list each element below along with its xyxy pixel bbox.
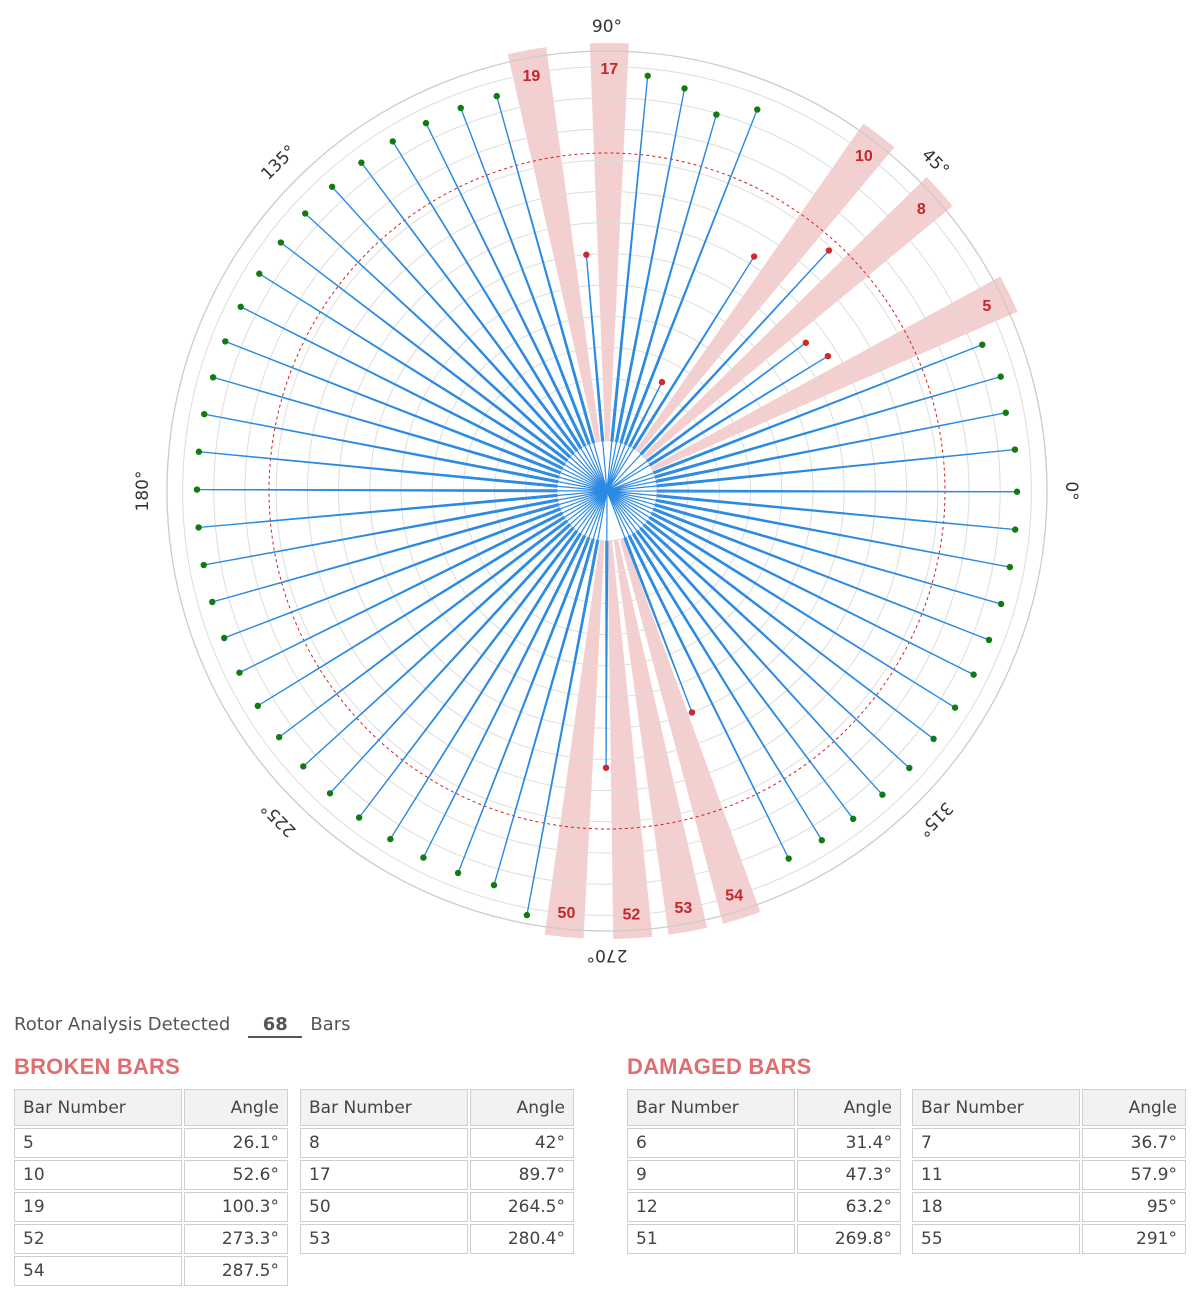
healthy-bar-16-marker <box>256 271 262 277</box>
healthy-bar-42-marker <box>906 765 912 771</box>
healthy-bar-18-marker <box>222 338 228 344</box>
healthy-bar-49-marker <box>1012 526 1018 532</box>
angle-cell: 42° <box>470 1128 574 1158</box>
healthy-bar-32-marker <box>356 814 362 820</box>
healthy-bar-33-marker <box>387 836 393 842</box>
damaged-bars-table-right <box>910 1087 1188 1256</box>
healthy-bar-34-marker <box>420 854 426 860</box>
healthy-bar-48-marker <box>1007 564 1013 570</box>
bar-number-cell: 8 <box>300 1128 468 1158</box>
bar-number-cell: 17 <box>300 1160 468 1190</box>
healthy-bar-16-wedge <box>259 274 565 466</box>
angle-cell: 264.5° <box>470 1192 574 1222</box>
broken-sector-17 <box>590 43 629 446</box>
angle-cell: 273.3° <box>184 1224 288 1254</box>
column-header-bar-number: Bar Number <box>14 1089 182 1126</box>
angle-label-135: 135° <box>257 141 301 185</box>
angle-cell: 36.7° <box>1082 1128 1186 1158</box>
broken-sector-label-5: 5 <box>982 297 992 315</box>
broken-sector-label-10: 10 <box>855 147 873 165</box>
table-row <box>14 1128 288 1158</box>
damaged-bar-11-marker <box>751 253 757 259</box>
angle-label-90: 90° <box>591 17 623 37</box>
healthy-bar-5-marker <box>713 111 719 117</box>
broken-sector-label-8: 8 <box>916 200 926 218</box>
angle-cell: 287.5° <box>184 1256 288 1286</box>
table-row <box>300 1128 574 1158</box>
damaged-bar-7-marker <box>803 340 809 346</box>
healthy-bar-19-marker <box>210 374 216 380</box>
healthy-bar-28-marker <box>255 703 261 709</box>
table-header-row <box>14 1089 288 1126</box>
healthy-bar-37-marker <box>524 912 530 918</box>
healthy-bar-0-wedge <box>657 450 1015 487</box>
angle-cell: 26.1° <box>184 1128 288 1158</box>
broken-sector-label-53: 53 <box>674 900 693 918</box>
summary-suffix: Bars <box>310 1014 351 1035</box>
bar-number-cell: 54 <box>14 1256 182 1286</box>
healthy-bar-26-marker <box>221 635 227 641</box>
healthy-bar-38-marker <box>785 855 791 861</box>
bar-number-cell: 12 <box>627 1192 795 1222</box>
healthy-bar-7-marker <box>645 73 651 79</box>
healthy-bar-43-marker <box>930 736 936 742</box>
angle-cell: 89.7° <box>470 1160 574 1190</box>
healthy-bar-11-marker <box>390 138 396 144</box>
healthy-bar-12-marker <box>358 160 364 166</box>
broken-bars-title: BROKEN BARS <box>14 1054 180 1079</box>
healthy-bar-50-marker <box>1014 489 1020 495</box>
damaged-bars-table-left <box>625 1087 903 1256</box>
table-row <box>912 1160 1186 1190</box>
table-header-row <box>300 1089 574 1126</box>
healthy-bar-21-wedge <box>199 452 557 488</box>
healthy-bar-40-marker <box>850 816 856 822</box>
damaged-bar-51-marker <box>603 765 609 771</box>
bar-number-cell: 51 <box>627 1224 795 1254</box>
bar-number-cell: 50 <box>300 1192 468 1222</box>
healthy-bar-44-marker <box>952 704 958 710</box>
healthy-bar-0-marker <box>1012 446 1018 452</box>
healthy-bar-24-marker <box>201 562 207 568</box>
bar-number-cell: 7 <box>912 1128 1080 1158</box>
healthy-bar-2-marker <box>998 373 1004 379</box>
column-header-angle: Angle <box>470 1089 574 1126</box>
table-row <box>300 1192 574 1222</box>
bar-number-cell: 11 <box>912 1160 1080 1190</box>
healthy-bar-8-marker <box>494 93 500 99</box>
angle-cell: 63.2° <box>797 1192 901 1222</box>
healthy-bar-36-marker <box>491 882 497 888</box>
table-header-row <box>627 1089 901 1126</box>
healthy-bar-33-wedge <box>390 533 581 839</box>
angle-cell: 57.9° <box>1082 1160 1186 1190</box>
angle-cell: 95° <box>1082 1192 1186 1222</box>
column-header-angle: Angle <box>797 1089 901 1126</box>
bar-number-cell: 53 <box>300 1224 468 1254</box>
table-row <box>14 1160 288 1190</box>
bar-number-cell: 18 <box>912 1192 1080 1222</box>
table-row <box>14 1224 288 1254</box>
healthy-bar-10-marker <box>423 120 429 126</box>
healthy-bar-20-marker <box>201 411 207 417</box>
healthy-bar-1-marker <box>1003 410 1009 416</box>
table-row <box>912 1192 1186 1222</box>
broken-sector-label-50: 50 <box>557 905 576 923</box>
table-row <box>300 1224 574 1254</box>
table-row <box>627 1192 901 1222</box>
healthy-bar-9-marker <box>458 105 464 111</box>
table-header-row <box>912 1089 1186 1126</box>
angle-label-180: 180° <box>133 470 153 512</box>
healthy-bar-47-marker <box>998 601 1004 607</box>
healthy-bar-39-marker <box>819 837 825 843</box>
bar-number-cell: 55 <box>912 1224 1080 1254</box>
healthy-bar-46-marker <box>986 637 992 643</box>
angle-cell: 280.4° <box>470 1224 574 1254</box>
column-header-bar-number: Bar Number <box>912 1089 1080 1126</box>
rotor-summary <box>14 1014 350 1038</box>
table-row <box>627 1224 901 1254</box>
angle-label-225: 225° <box>257 797 301 841</box>
angle-cell: 291° <box>1082 1224 1186 1254</box>
table-row <box>14 1192 288 1222</box>
healthy-bar-25-marker <box>209 599 215 605</box>
healthy-bar-41-marker <box>879 792 885 798</box>
healthy-bar-1-wedge <box>656 413 1006 483</box>
broken-sector-label-52: 52 <box>622 906 641 924</box>
healthy-bar-31-marker <box>327 790 333 796</box>
healthy-bar-44-wedge <box>649 517 955 708</box>
table-row <box>627 1160 901 1190</box>
healthy-bar-17-marker <box>238 304 244 310</box>
bar-number-cell: 10 <box>14 1160 182 1190</box>
healthy-bar-27-marker <box>236 669 242 675</box>
broken-bars-table-right <box>298 1087 576 1256</box>
healthy-bar-35-marker <box>455 870 461 876</box>
angle-label-315: 315° <box>913 797 957 841</box>
healthy-bar-3-marker <box>979 341 985 347</box>
healthy-bar-49-wedge <box>657 495 1016 530</box>
healthy-bar-15-marker <box>278 239 284 245</box>
bar-number-cell: 19 <box>14 1192 182 1222</box>
table-row <box>14 1256 288 1286</box>
angle-cell: 100.3° <box>184 1192 288 1222</box>
table-row <box>912 1224 1186 1254</box>
healthy-bar-48-wedge <box>656 499 1010 567</box>
angle-label-45: 45° <box>917 145 953 181</box>
column-header-bar-number: Bar Number <box>300 1089 468 1126</box>
angle-cell: 47.3° <box>797 1160 901 1190</box>
damaged-bar-55-marker <box>689 709 695 715</box>
table-row <box>300 1160 574 1190</box>
healthy-bar-30-marker <box>300 763 306 769</box>
damaged-bars-title: DAMAGED BARS <box>627 1054 812 1079</box>
healthy-bar-6-marker <box>681 85 687 91</box>
column-header-angle: Angle <box>184 1089 288 1126</box>
damaged-bar-18-marker <box>583 252 589 258</box>
angle-cell: 269.8° <box>797 1224 901 1254</box>
damaged-bar-6-marker <box>825 353 831 359</box>
table-row <box>912 1128 1186 1158</box>
healthy-bar-21-marker <box>196 449 202 455</box>
healthy-bar-29-marker <box>276 734 282 740</box>
damaged-bar-9-marker <box>826 247 832 253</box>
angle-cell: 52.6° <box>184 1160 288 1190</box>
bar-count: 68 <box>248 1014 302 1038</box>
healthy-bar-6-wedge <box>615 88 684 442</box>
angle-label-270: 270° <box>586 945 628 965</box>
table-row <box>627 1128 901 1158</box>
healthy-bar-45-marker <box>970 671 976 677</box>
summary-prefix: Rotor Analysis Detected <box>14 1014 231 1035</box>
healthy-bar-13-marker <box>329 184 335 190</box>
damaged-bar-12-marker <box>659 379 665 385</box>
bar-number-cell: 5 <box>14 1128 182 1158</box>
healthy-bar-23-marker <box>195 524 201 530</box>
column-header-angle: Angle <box>1082 1089 1186 1126</box>
healthy-bar-20-wedge <box>204 414 558 482</box>
angle-cell: 31.4° <box>797 1128 901 1158</box>
healthy-bar-4-marker <box>754 106 760 112</box>
bar-number-cell: 6 <box>627 1128 795 1158</box>
bar-number-cell: 9 <box>627 1160 795 1190</box>
broken-sector-label-19: 19 <box>522 67 541 85</box>
column-header-bar-number: Bar Number <box>627 1089 795 1126</box>
angle-label-0: 0° <box>1061 481 1081 501</box>
broken-sector-label-54: 54 <box>725 887 744 905</box>
broken-sector-label-17: 17 <box>600 61 619 79</box>
broken-bars-table-left <box>12 1087 290 1288</box>
healthy-bar-22-marker <box>194 486 200 492</box>
healthy-bar-14-marker <box>302 210 308 216</box>
bar-number-cell: 52 <box>14 1224 182 1254</box>
